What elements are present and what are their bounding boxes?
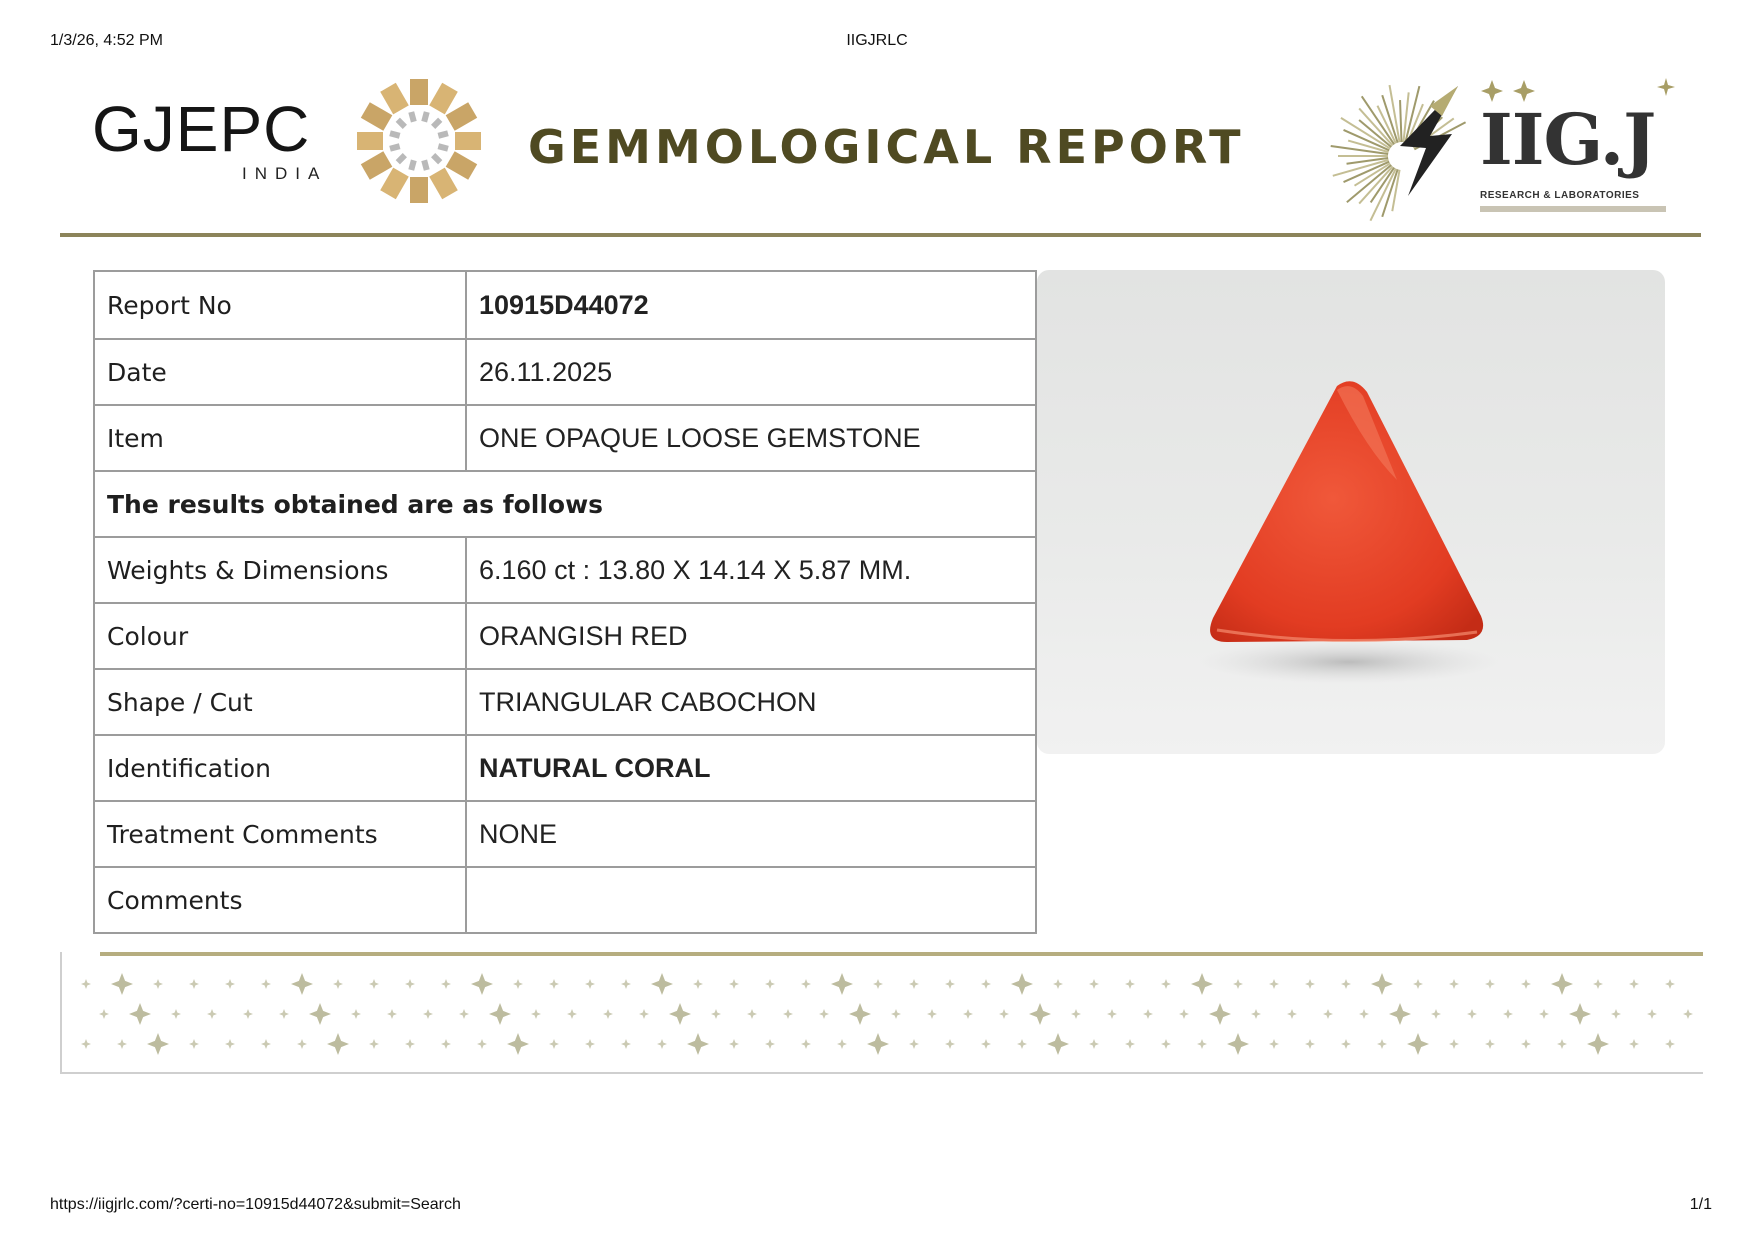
weights-value: 6.160 ct : 13.80 X 14.14 X 5.87 MM. bbox=[466, 537, 1036, 603]
iigj-logo bbox=[1330, 76, 1670, 222]
treatment-label: Treatment Comments bbox=[94, 801, 466, 867]
item-label: Item bbox=[94, 405, 466, 471]
date-value: 26.11.2025 bbox=[466, 339, 1036, 405]
shape-label: Shape / Cut bbox=[94, 669, 466, 735]
table-row bbox=[94, 471, 1036, 537]
print-page-count: 1/1 bbox=[1689, 1196, 1712, 1213]
gjepc-sunburst-icon bbox=[354, 76, 484, 206]
table-row bbox=[94, 537, 1036, 603]
report-no-value: 10915D44072 bbox=[466, 271, 1036, 339]
date-label: Date bbox=[94, 339, 466, 405]
print-page-title: IIGJRLC bbox=[846, 32, 908, 49]
print-url: https://iigjrlc.com/?certi-no=10915d44072&submit=Search bbox=[50, 1196, 461, 1213]
iigj-subtitle: RESEARCH & LABORATORIES bbox=[1480, 190, 1640, 201]
results-heading: The results obtained are as follows bbox=[94, 471, 1036, 537]
table-row bbox=[94, 405, 1036, 471]
table-row bbox=[94, 271, 1036, 339]
shape-value: TRIANGULAR CABOCHON bbox=[466, 669, 1036, 735]
gem-photo bbox=[1037, 270, 1665, 754]
identification-label: Identification bbox=[94, 735, 466, 801]
table-row bbox=[94, 735, 1036, 801]
report-no-label: Report No bbox=[94, 271, 466, 339]
colour-label: Colour bbox=[94, 603, 466, 669]
header-rule bbox=[60, 233, 1701, 237]
coral-gemstone-image bbox=[1037, 270, 1665, 754]
comments-label: Comments bbox=[94, 867, 466, 933]
colour-value: ORANGISH RED bbox=[466, 603, 1036, 669]
sparkle-pattern-icon bbox=[62, 952, 1703, 1072]
table-row bbox=[94, 801, 1036, 867]
iigj-star-burst-icon bbox=[1330, 76, 1480, 222]
iigj-wordmark: IIG.J bbox=[1480, 98, 1656, 181]
gjepc-subtitle: INDIA bbox=[242, 164, 328, 183]
gjepc-wordmark: GJEPC bbox=[92, 93, 311, 165]
gjepc-logo bbox=[92, 72, 492, 212]
print-datetime: 1/3/26, 4:52 PM bbox=[50, 32, 163, 49]
comments-value bbox=[466, 867, 1036, 933]
identification-value: NATURAL CORAL bbox=[466, 735, 1036, 801]
table-row bbox=[94, 669, 1036, 735]
iigj-tagline-strip bbox=[1480, 206, 1666, 212]
item-value: ONE OPAQUE LOOSE GEMSTONE bbox=[466, 405, 1036, 471]
table-row bbox=[94, 867, 1036, 933]
decorative-star-band bbox=[60, 952, 1703, 1074]
treatment-value: NONE bbox=[466, 801, 1036, 867]
table-row bbox=[94, 339, 1036, 405]
weights-label: Weights & Dimensions bbox=[94, 537, 466, 603]
table-row bbox=[94, 603, 1036, 669]
report-table bbox=[93, 270, 1037, 934]
report-title: GEMMOLOGICAL REPORT bbox=[528, 120, 1245, 174]
